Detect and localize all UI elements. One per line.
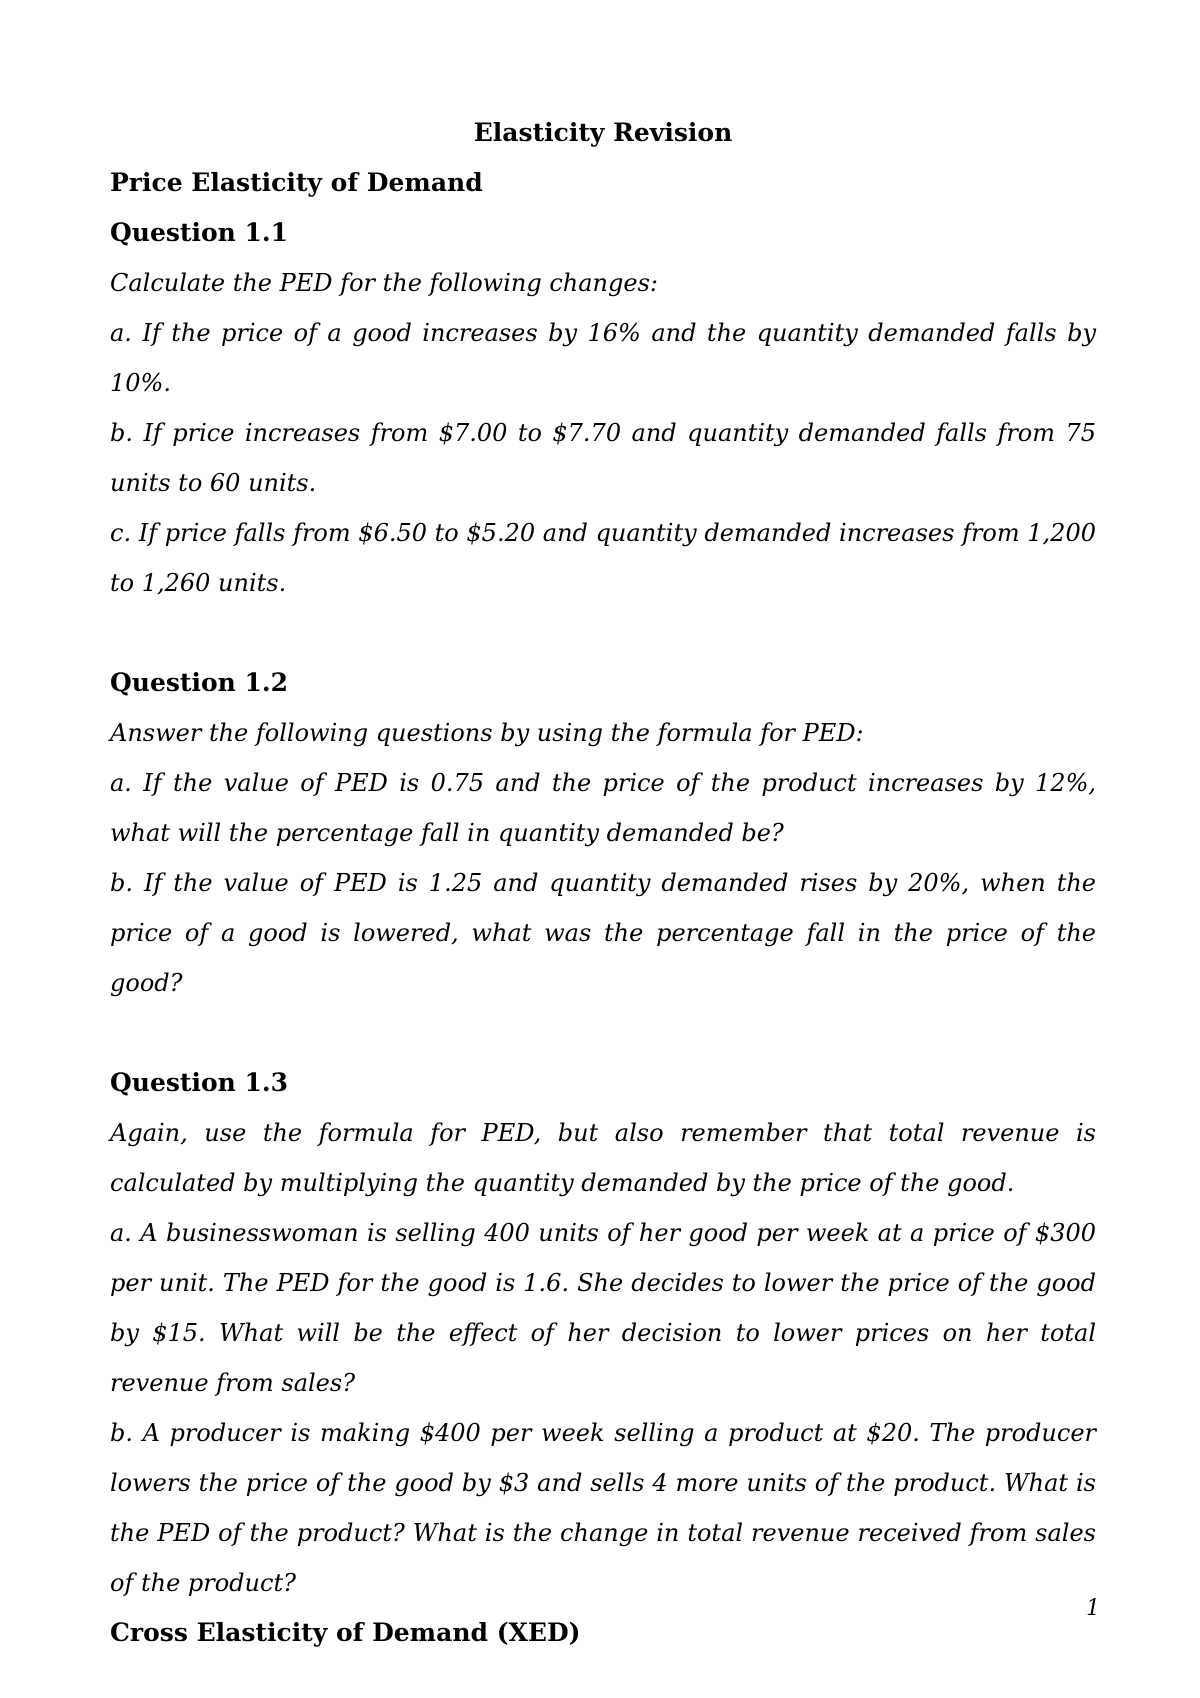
- question-1-2-intro: Answer the following questions by using the formula for PED:: [110, 719, 864, 747]
- question-1-1-part-b: b. If price increases from $7.00 to $7.70 and quantity demanded falls from 75 units to 60 units.: [110, 419, 1096, 497]
- section-heading-xed: Cross Elasticity of Demand (XED): [110, 1618, 581, 1647]
- question-1-3-heading: Question 1.3: [110, 1068, 289, 1097]
- question-1-2-part-b: b. If the value of PED is 1.25 and quantity demanded rises by 20%, when the price of a good is lowered, what was the percentage fall in the price of the good?: [110, 869, 1096, 997]
- question-1-2-part-a: a. If the value of PED is 0.75 and the price of the product increases by 12%, what will the percentage fall in quantity demanded be?: [110, 769, 1096, 847]
- spacer: [110, 1008, 1096, 1058]
- question-1-3-intro: Again, use the formula for PED, but also remember that total revenue is calculated by multiplying the quantity demanded by the price of the good.: [110, 1119, 1096, 1197]
- question-1-1-heading: Question 1.1: [110, 218, 289, 247]
- question-1-3-part-b: b. A producer is making $400 per week selling a product at $20. The producer lowers the price of the good by $3 and sells 4 more units of the product. What is the PED of the product? What is the change in total revenue received from sales of the product?: [110, 1419, 1096, 1597]
- page-number: 1: [1086, 1596, 1100, 1621]
- question-1-1-part-c: c. If price falls from $6.50 to $5.20 and quantity demanded increases from 1,200 to 1,260 units.: [110, 519, 1096, 597]
- question-1-1-part-a: a. If the price of a good increases by 16% and the quantity demanded falls by 10%.: [110, 319, 1096, 397]
- question-1-3-part-a: a. A businesswoman is selling 400 units of her good per week at a price of $300 per unit. The PED for the good is 1.6. She decides to lower the price of the good by $15. What will be the effect of her decision to lower prices on her total revenue from sales?: [110, 1219, 1096, 1397]
- document-body: [110, 108, 1096, 1658]
- question-1-2-heading: Question 1.2: [110, 668, 289, 697]
- spacer: [110, 608, 1096, 658]
- section-heading-ped: Price Elasticity of Demand: [110, 168, 483, 197]
- question-1-1-intro: Calculate the PED for the following changes:: [110, 269, 658, 297]
- document-title: Elasticity Revision: [473, 118, 733, 147]
